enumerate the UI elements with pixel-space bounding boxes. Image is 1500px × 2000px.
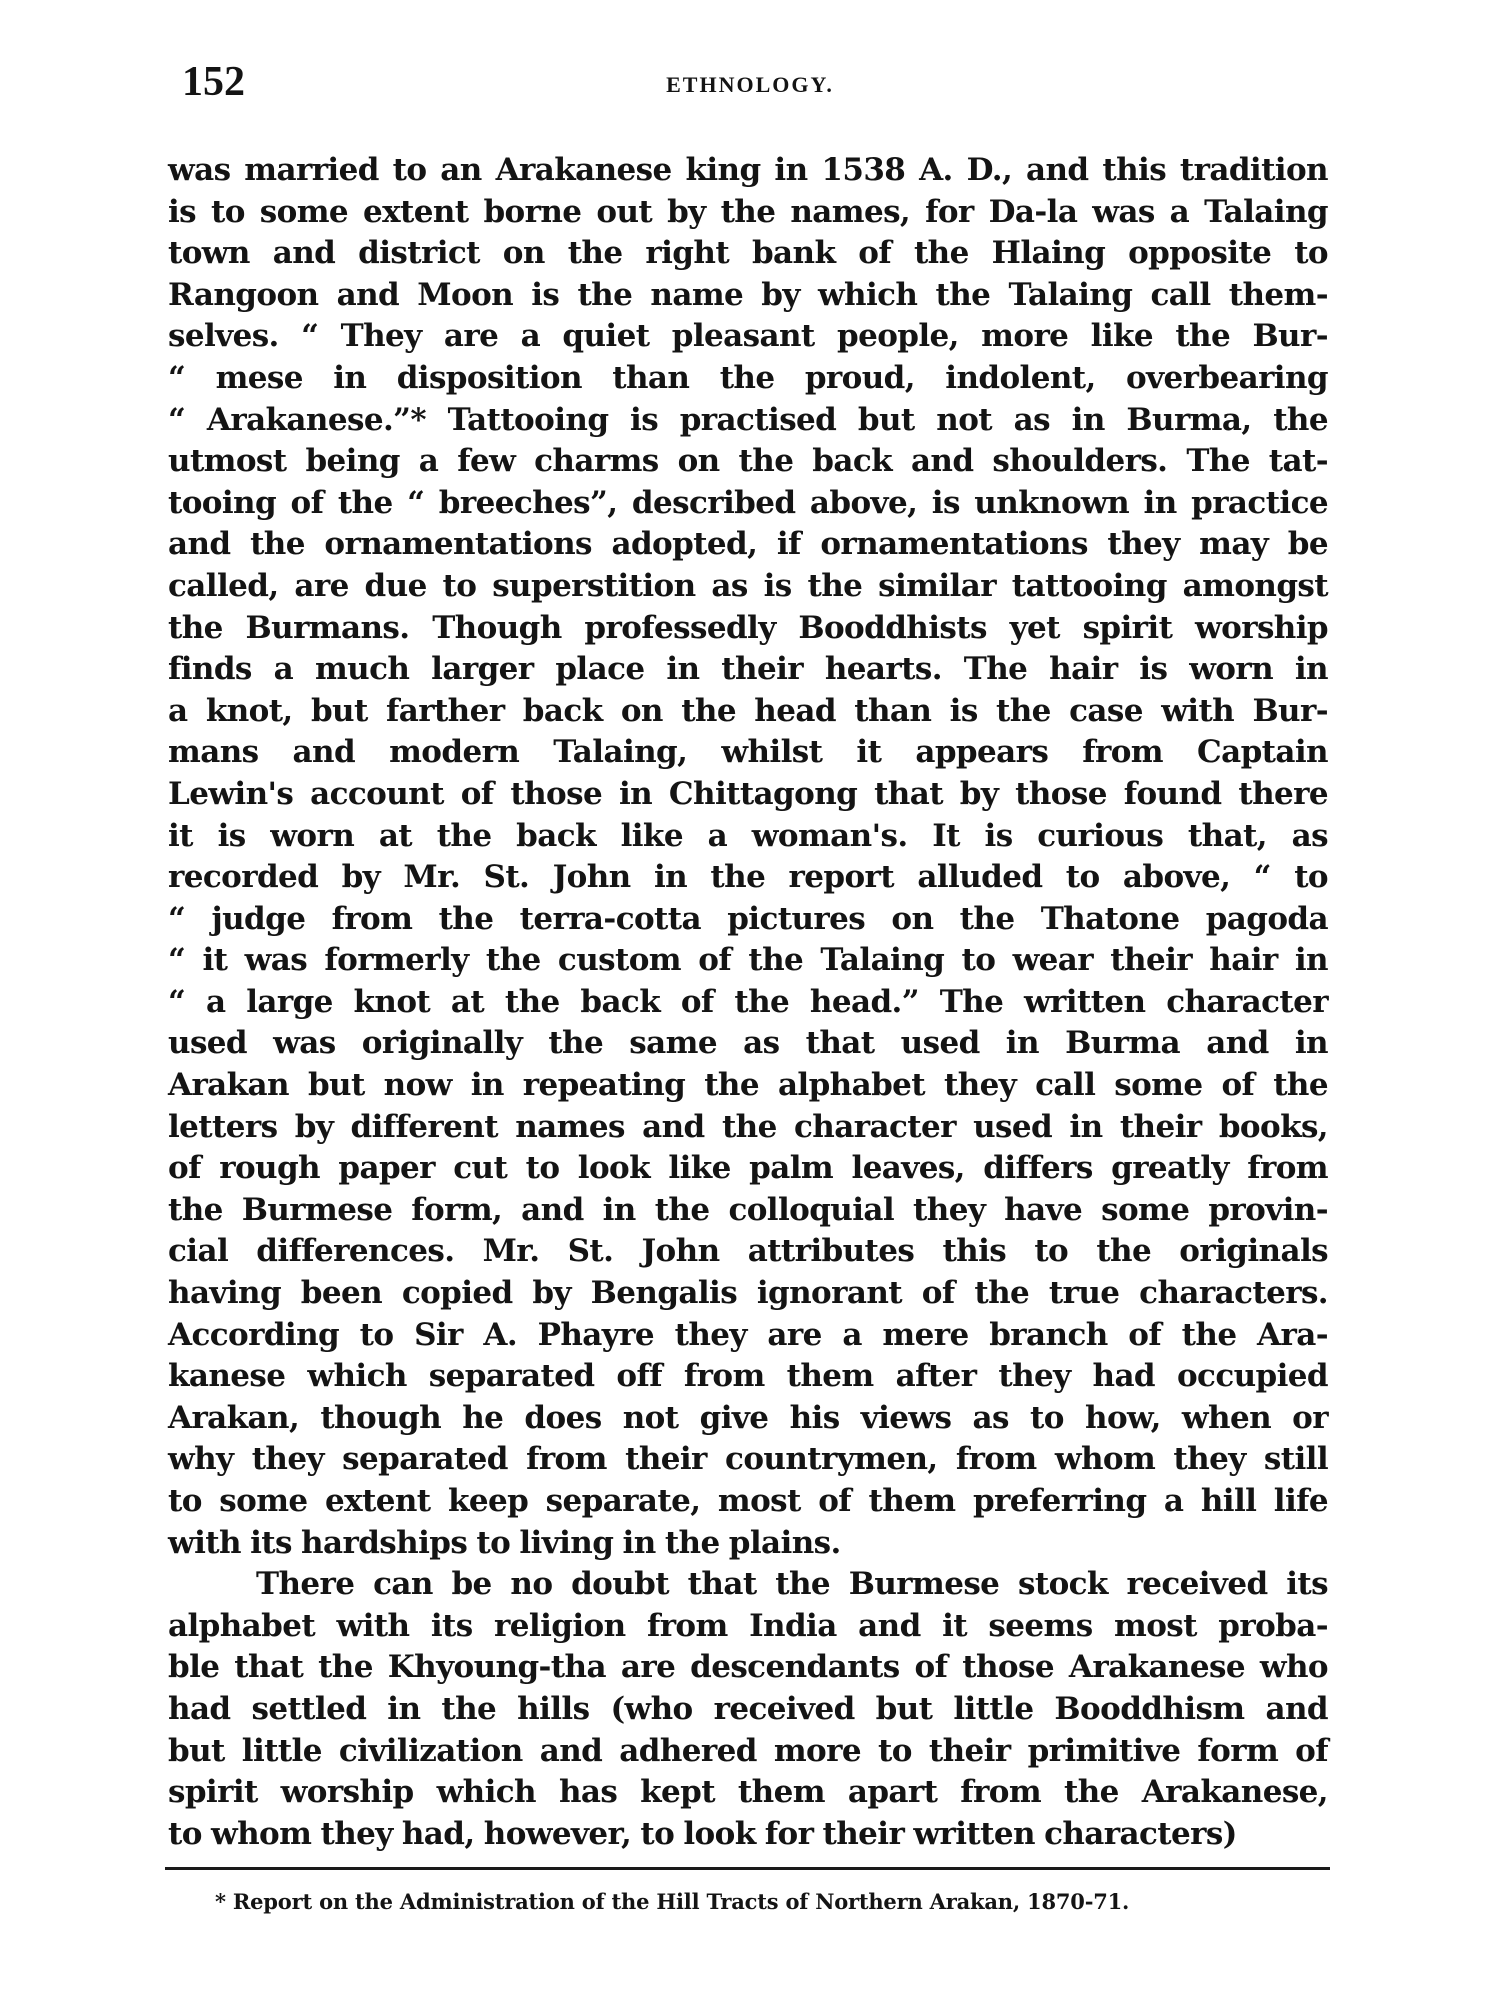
text-line: alphabet with its religion from India and it seems most proba- (168, 1607, 1328, 1644)
text-line: utmost being a few charms on the back and shoulders. The tat- (168, 443, 1328, 480)
text-line: spirit worship which has kept them apart from the Arakanese, (168, 1774, 1328, 1811)
paragraph-2 (168, 1564, 1328, 1855)
text-line: Arakan but now in repeating the alphabet they call some of the (168, 1067, 1328, 1104)
text-line: kanese which separated off from them after they had occupied (168, 1358, 1328, 1395)
text-line: with its hardships to living in the plains. (168, 1524, 841, 1561)
text-line: a knot, but farther back on the head than is the case with Bur- (168, 692, 1328, 729)
page-number: 152 (182, 59, 245, 105)
text-line: and the ornamentations adopted, if ornamentations they may be (168, 526, 1328, 563)
text-line: “ Arakanese.”* Tattooing is practised but not as in Burma, the (168, 401, 1328, 438)
text-line: but little civilization and adhered more to their primitive form of (168, 1732, 1328, 1769)
text-line: why they separated from their countrymen, from whom they still (168, 1441, 1328, 1478)
text-line: According to Sir A. Phayre they are a mere branch of the Ara- (168, 1316, 1328, 1353)
text-line: recorded by Mr. St. John in the report alluded to above, “ to (168, 859, 1328, 896)
body-text (168, 150, 1328, 1855)
text-line: town and district on the right bank of the Hlaing opposite to (168, 235, 1328, 272)
text-line: There can be no doubt that the Burmese stock received its (256, 1566, 1328, 1603)
text-line: ble that the Khyoung-tha are descendants of those Arakanese who (168, 1649, 1328, 1686)
text-line: finds a much larger place in their hearts. The hair is worn in (168, 651, 1328, 688)
text-line: the Burmans. Though professedly Booddhists yet spirit worship (168, 609, 1328, 646)
text-line: of rough paper cut to look like palm leaves, differs greatly from (168, 1150, 1328, 1187)
text-line: selves. “ They are a quiet pleasant people, more like the Bur- (168, 318, 1328, 355)
text-line: Arakan, though he does not give his views as to how, when or (168, 1399, 1328, 1436)
text-line: Lewin's account of those in Chittagong that by those found there (168, 775, 1328, 812)
footnote: * Report on the Administration of the Hill Tracts of Northern Arakan, 1870-71. (215, 1889, 1130, 1914)
text-line: had settled in the hills (who received but little Booddhism and (168, 1690, 1328, 1727)
text-line: is to some extent borne out by the names, for Da-la was a Talaing (168, 193, 1328, 230)
text-line: tooing of the “ breeches”, described above, is unknown in practice (168, 484, 1328, 521)
running-head: ETHNOLOGY. (666, 72, 834, 97)
text-line: it is worn at the back like a woman's. It is curious that, as (168, 817, 1328, 854)
text-line: called, are due to superstition as is the similar tattooing amongst (168, 567, 1328, 604)
paragraph-1 (168, 150, 1328, 1564)
footnote-rule (165, 1867, 1330, 1870)
text-line: “ judge from the terra-cotta pictures on the Thatone pagoda (168, 900, 1328, 937)
text-line: used was originally the same as that used in Burma and in (168, 1025, 1328, 1062)
text-line: to whom they had, however, to look for their written characters) (168, 1815, 1237, 1852)
text-line: “ mese in disposition than the proud, indolent, overbearing (168, 359, 1328, 396)
text-line: mans and modern Talaing, whilst it appears from Captain (168, 734, 1328, 771)
text-line: “ it was formerly the custom of the Talaing to wear their hair in (168, 942, 1328, 979)
text-line: was married to an Arakanese king in 1538 A. D., and this tradition (168, 152, 1328, 188)
text-line: cial differences. Mr. St. John attributes this to the originals (168, 1233, 1328, 1270)
text-line: the Burmese form, and in the colloquial they have some provin- (168, 1191, 1328, 1228)
text-line: to some extent keep separate, most of them preferring a hill life (168, 1483, 1328, 1519)
page-header (170, 58, 1330, 118)
text-line: “ a large knot at the back of the head.” The written character (168, 983, 1328, 1020)
text-line: having been copied by Bengalis ignorant of the true characters. (168, 1275, 1328, 1312)
text-line: letters by different names and the character used in their books, (168, 1108, 1328, 1145)
text-line: Rangoon and Moon is the name by which the Talaing call them- (168, 276, 1328, 313)
